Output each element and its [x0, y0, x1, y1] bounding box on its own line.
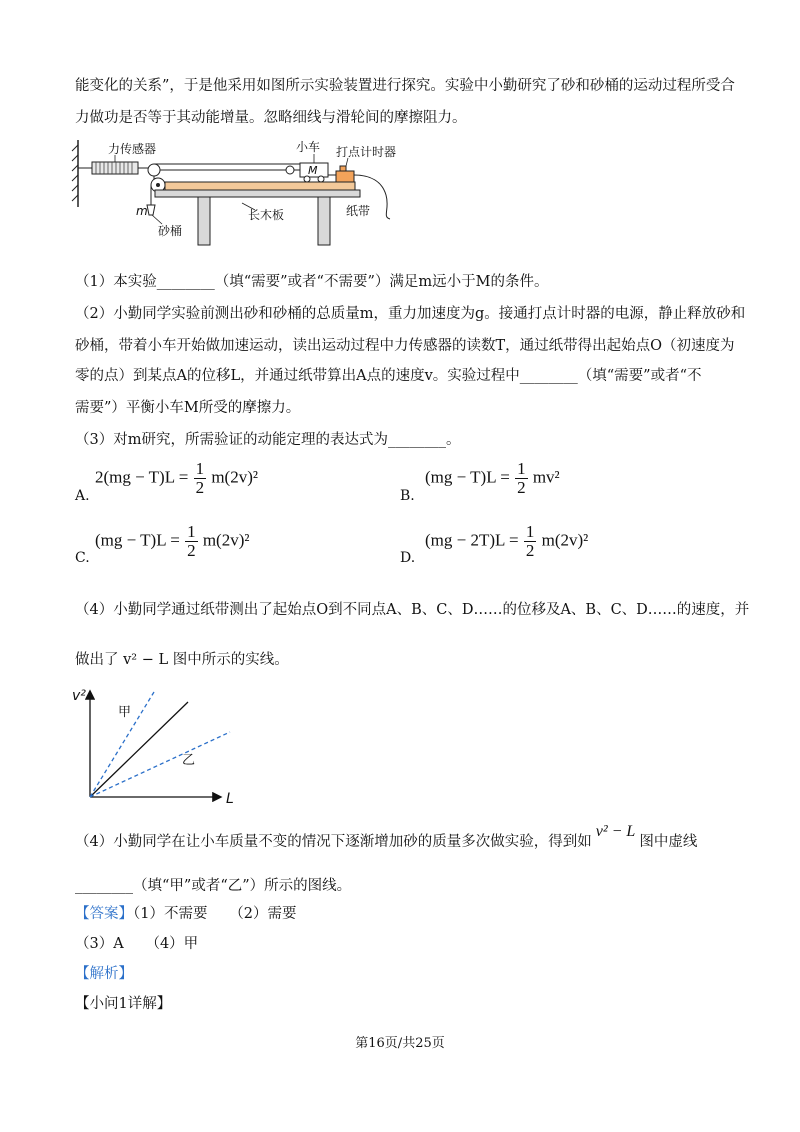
apparatus-figure	[70, 135, 430, 250]
spark-timer	[336, 171, 354, 182]
question-4b-expr: v² − L	[595, 823, 636, 840]
long-board	[165, 182, 355, 190]
option-a-num: 1	[195, 459, 205, 478]
intro-line-1: 能变化的关系”，于是他采用如图所示实验装置进行探究。实验中小勤研究了砂和砂桶的运动过程所受合	[75, 78, 735, 94]
option-c-formula	[95, 523, 249, 560]
timer-label: 打点计时器	[336, 145, 397, 159]
intro-line-2: 力做功是否等于其动能增量。忽略细线与滑轮间的摩擦阻力。	[75, 110, 467, 126]
question-3: （3）对m研究，所需验证的动能定理的表达式为________。	[75, 432, 461, 448]
x-axis-label: L	[226, 791, 234, 807]
option-d-lhs: (mg − 2T)L =	[425, 530, 519, 550]
page-footer: 第16页/共25页	[355, 1036, 445, 1051]
option-a-rhs: m(2v)²	[211, 467, 258, 487]
line-yi-label: 乙	[182, 753, 196, 768]
v2-L-graph	[70, 680, 250, 810]
tape-label: 纸带	[346, 204, 371, 218]
option-b-den: 2	[517, 478, 526, 497]
question-2-line-4: 需要”）平衡小车M所受的摩擦力。	[75, 400, 301, 416]
option-a-lhs: 2(mg − T)L =	[95, 467, 189, 487]
option-a	[75, 478, 95, 504]
sand-bucket	[147, 205, 155, 215]
question-4a-line-2: 做出了 v² − L 图中所示的实线。	[75, 652, 289, 668]
question-2-line-1: （2）小勤同学实验前测出砂和砂桶的总质量m，重力加速度为g。接通打点计时器的电源，静止释放砂和	[75, 306, 746, 322]
question-2-line-2: 砂桶，带着小车开始做加速运动，读出运动过程中力传感器的读数T，通过纸带得出起始点O（初速度为	[75, 338, 735, 354]
option-b	[400, 478, 420, 504]
cart-mass-label: M	[308, 164, 318, 177]
answer-text-1: （1）不需要 （2）需要	[133, 906, 297, 922]
option-b-num: 1	[517, 459, 526, 478]
analysis-tag: 【解析】	[75, 966, 133, 982]
option-a-formula	[95, 460, 258, 497]
option-d-label: D.	[400, 550, 416, 566]
option-b-label: B.	[400, 488, 415, 504]
option-a-den: 2	[195, 478, 205, 497]
line-jia-label: 甲	[118, 705, 132, 720]
sub-question-1-detail: 【小问1详解】	[75, 996, 172, 1012]
question-2-line-3: 零的点）到某点A的位移L，并通过纸带算出A点的速度v。实验过程中________（填“需要”或者“不	[75, 368, 702, 384]
table-top	[155, 190, 360, 197]
option-d-den: 2	[525, 541, 535, 560]
question-4a-line-1: （4）小勤同学通过纸带测出了起始点O到不同点A、B、C、D……的位移及A、B、C、D……的速度，并	[75, 602, 750, 618]
option-c-den: 2	[187, 541, 196, 560]
option-d	[400, 540, 420, 566]
table-leg-right	[318, 197, 330, 245]
table-leg-left	[198, 197, 210, 245]
y-axis-label: v²	[72, 688, 86, 704]
question-4b-text: （4）小勤同学在让小车质量不变的情况下逐渐增加砂的质量多次做实验，得到如	[75, 834, 592, 850]
option-b-formula	[425, 460, 560, 497]
bucket-label: 砂桶	[158, 224, 183, 238]
option-c-lhs: (mg − T)L =	[95, 530, 180, 550]
answer-line-1	[75, 904, 296, 924]
option-c-label: C.	[75, 550, 90, 566]
question-4b-line-2: ________（填“甲”或者“乙”）所示的图线。	[75, 878, 352, 894]
option-c-rhs: m(2v)²	[202, 530, 250, 550]
option-b-rhs: mv²	[532, 467, 560, 487]
option-d-num: 1	[525, 522, 535, 541]
cart-label: 小车	[296, 140, 321, 154]
option-d-rhs: m(2v)²	[541, 530, 589, 550]
pulley	[148, 164, 160, 176]
question-4b-line-1	[75, 823, 698, 852]
answer-tag: 【答案】	[75, 906, 133, 922]
force-sensor	[92, 162, 138, 174]
option-b-lhs: (mg − T)L =	[425, 467, 510, 487]
sensor-label: 力传感器	[108, 142, 157, 156]
question-1: （1）本实验________（填“需要”或者“不需要”）满足m远小于M的条件。	[75, 274, 549, 290]
board-label: 长木板	[248, 208, 285, 222]
question-4b-text-end: 图中虚线	[639, 834, 698, 850]
option-d-formula	[425, 523, 588, 560]
answer-line-2: （3）A （4）甲	[75, 936, 199, 952]
sand-mass-label: m	[136, 204, 148, 218]
dashed-line-yi	[90, 732, 230, 797]
option-c	[75, 540, 95, 566]
option-c-num: 1	[187, 522, 196, 541]
option-a-label: A.	[75, 488, 90, 504]
